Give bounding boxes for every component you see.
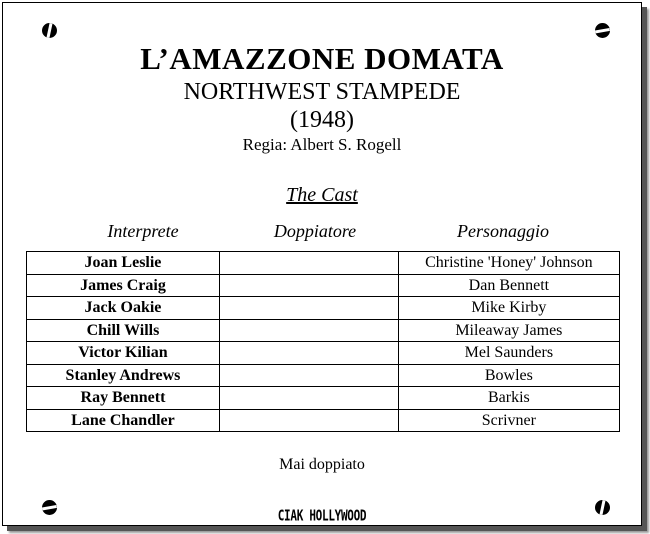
actor-cell: Victor Kilian <box>27 342 220 365</box>
cast-table <box>26 251 620 432</box>
table-row <box>27 342 620 365</box>
column-header-actor: Interprete <box>107 221 179 241</box>
cast-heading: The Cast <box>286 184 358 206</box>
original-title: NORTHWEST STAMPEDE <box>183 79 461 105</box>
dubber-cell <box>219 409 398 432</box>
italian-title: L’AMAZZONE DOMATA <box>140 41 504 76</box>
character-cell: Scrivner <box>398 409 619 432</box>
director-credit: Regia: Albert S. Rogell <box>242 135 402 154</box>
cast-table-body <box>27 252 620 432</box>
table-row <box>27 252 620 275</box>
dubber-cell <box>219 319 398 342</box>
table-row <box>27 387 620 410</box>
character-cell: Barkis <box>398 387 619 410</box>
character-cell: Mike Kirby <box>398 297 619 320</box>
actor-cell: Jack Oakie <box>27 297 220 320</box>
dubber-cell <box>219 252 398 275</box>
actor-cell: Ray Bennett <box>27 387 220 410</box>
column-header-dubber: Doppiatore <box>273 221 357 241</box>
brand-logo: CIAK HOLLYWOOD <box>277 506 367 525</box>
dubbing-note: Mai doppiato <box>279 456 365 473</box>
dubber-cell <box>219 297 398 320</box>
actor-cell: Lane Chandler <box>27 409 220 432</box>
actor-cell: James Craig <box>27 274 220 297</box>
table-row <box>27 297 620 320</box>
screw-icon <box>42 23 57 38</box>
character-cell: Dan Bennett <box>398 274 619 297</box>
character-cell: Bowles <box>398 364 619 387</box>
table-row <box>27 409 620 432</box>
actor-cell: Chill Wills <box>27 319 220 342</box>
table-row <box>27 364 620 387</box>
character-cell: Christine 'Honey' Johnson <box>398 252 619 275</box>
column-header-character: Personaggio <box>457 221 549 241</box>
actor-cell: Stanley Andrews <box>27 364 220 387</box>
character-cell: Mel Saunders <box>398 342 619 365</box>
character-cell: Mileaway James <box>398 319 619 342</box>
screw-icon <box>595 23 610 38</box>
release-year: (1948) <box>290 107 354 133</box>
dubber-cell <box>219 387 398 410</box>
table-row <box>27 274 620 297</box>
dubber-cell <box>219 364 398 387</box>
table-row <box>27 319 620 342</box>
dubber-cell <box>219 274 398 297</box>
actor-cell: Joan Leslie <box>27 252 220 275</box>
dubber-cell <box>219 342 398 365</box>
cast-plaque <box>2 2 642 526</box>
